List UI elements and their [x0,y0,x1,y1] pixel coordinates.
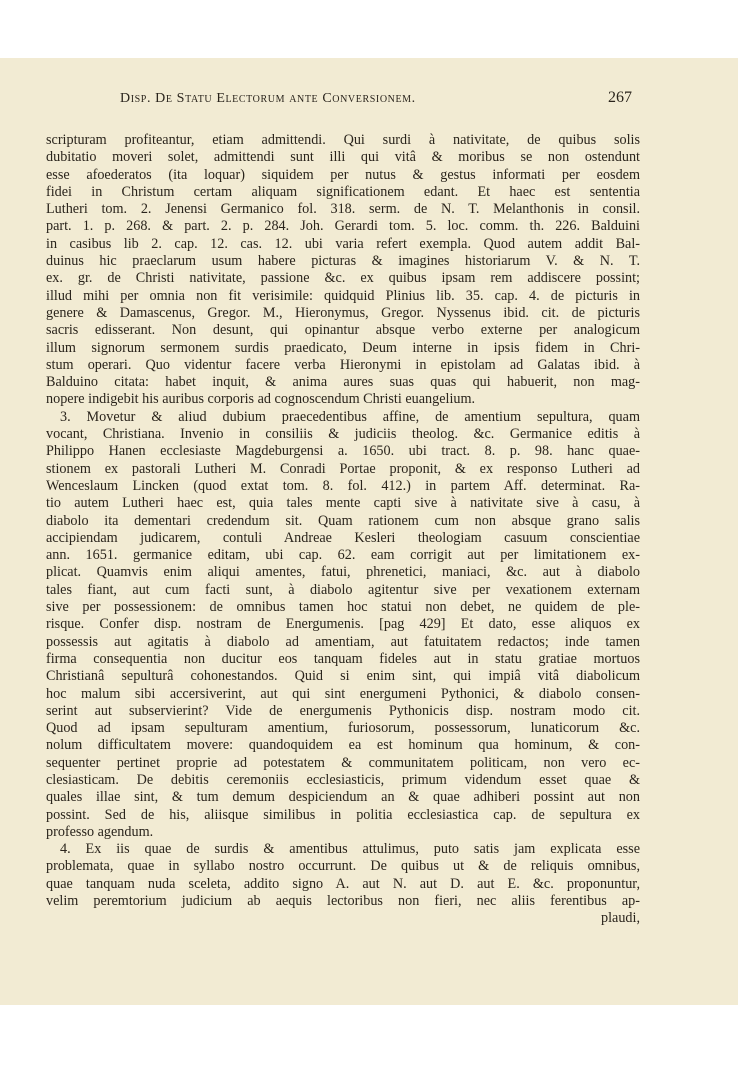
text-line: stionem ex pastorali Lutheri M. Conradi Portae proponit, & ex responso Lutheri ad [46,460,640,477]
text-line: Balduino citata: habet inquit, & anima aures suas quas qui habuerit, non mag- [46,374,640,391]
text-line: tales fiant, aut cum facti sunt, à diabolo agitentur sive per vexationem externam [46,581,640,598]
text-line: dubitatio moveri solet, admittendi sunt illi qui vitâ & moribus se non ostendunt [46,149,640,166]
text-line: sacris edisserant. Non desunt, qui opinantur absque verbo externe per analogicum [46,322,640,339]
text-line: plicat. Quamvis enim aliqui amentes, fatui, phrenetici, maniaci, &c. aut à diabolo [46,564,640,581]
text-line: ex. gr. de Christi nativitate, passione &c. ex quibus ipsam rem addiscere possint; [46,270,640,287]
text-line: diabolo ita dementari credendum sit. Quam rationem cum non absque grano salis [46,512,640,529]
paragraph-3-start: 3. Movetur & aliud dubium praecedentibus affine, de amentium sepultura, quam [60,408,640,425]
text-line: quae tanquam nuda sceleta, addito signo A. aut N. aut D. aut E. &c. proponuntur, [46,875,640,892]
text-line: accipiendam judicarem, contuli Andreae Kesleri theologiam casuum conscientiae [46,529,640,546]
text-line: nolum difficultatem movere: quandoquidem ea est hominum qua hominum, & con- [46,737,640,754]
text-line: nopere indigebit his auribus corporis ad cognoscendum Christi euangelium. [46,391,476,408]
text-line: scripturam profiteantur, etiam admittendi. Qui surdi à nativitate, de quibus solis [46,132,640,148]
text-line: serint aut subservierint? Vide de energumenis Pythonicis disp. nostram modo cit. [46,702,640,719]
text-line: Christianâ sepulturâ cohonestandos. Quid si enim sint, qui impiâ vitâ diabolicum [46,668,640,685]
page-header [0,91,738,111]
text-line: esse afoederatos (ita loquar) siquidem per nutus & gestus informati per eosdem [46,166,640,183]
text-line: possint. Sed de his, aliisque similibus in politia ecclesiastica cap. de sepultura ex [46,806,640,823]
book-page [0,58,738,1005]
text-line: genere & Damascenus, Gregor. M., Hieronymus, Gregor. Nyssenus ibid. cit. de picturis [46,304,640,321]
text-line: illud mihi per omnia non fit verisimile: quidquid Plinius lib. 35. cap. 4. de picturis in [46,287,640,304]
body-text [46,132,640,928]
text-line: clesiasticam. De debitis ceremoniis ecclesiasticis, primum videndum esset quae & [46,771,640,788]
page-number: 267 [608,89,632,106]
text-line: Lutheri tom. 2. Jenensi Germanico fol. 318. serm. de N. T. Melanthonis in consil. [46,201,640,218]
text-line: Philippo Hanen ecclesiaste Magdeburgensi a. 1650. ubi tract. 8. p. 98. hanc quae- [46,443,640,460]
text-line: professo agendum. [46,823,154,840]
running-title: Disp. De Statu Electorum ante Conversionem. [120,91,416,106]
text-line: Wenceslaum Lincken (quod extat tom. 8. fol. 412.) in partem Aff. determinat. Ra- [46,477,640,494]
text-line: quales illae sint, & tum demum despiciendum an & quae adhiberi possint aut non [46,789,640,806]
text-line: problemata, quae in syllabo nostro occurrunt. De quibus ut & de reliquis omnibus, [46,858,640,875]
text-line: duinus hic praeclarum usum habere picturas & imagines historiarum V. & N. T. [46,253,640,270]
text-line: possessis aut agitatis à diabolo ad amentiam, aut fatuitatem redactos; inde tamen [46,633,640,650]
paragraph-4-start: 4. Ex iis quae de surdis & amentibus attulimus, puto satis jam explicata esse [60,841,640,858]
text-line: in casibus lib 2. cap. 12. cas. 12. ubi varia refert exempla. Quod autem addit Bal- [46,235,640,252]
text-line: velim peremtorium judicium ab aequis lectoribus non fieri, nec aliis ferentibus ap- [46,893,640,910]
text-line: ann. 1651. germanice editam, ubi cap. 62. eam corrigit aut per limitationem ex- [46,547,640,564]
text-line: firma consequentia non ducitur eos tanquam fideles aut in statu gratiae mortuos [46,650,640,667]
text-line: sive per possessionem: de omnibus tamen hoc statui non debet, ne quidem de ple- [46,599,640,616]
text-line: risque. Confer disp. nostram de Energumenis. [pag 429] Et dato, esse aliquos ex [46,616,640,633]
text-line: tio autem Lutheri haec est, quia tales mente capti sive à nativitate sive à casu, à [46,495,640,512]
text-line: stum operari. Quo videntur facere verba Hieronymi in epistolam ad Galatas ibid. à [46,356,640,373]
text-line: sequenter pertinet proprie ad potestatem & communitatem politicam, non vero ec- [46,754,640,771]
text-line: hoc malum sibi accersiverint, aut qui sint energumeni Pythonici, & diabolo consen- [46,685,640,702]
text-line: Quod ad ipsam sepulturam amentium, furiosorum, possessorum, lunaticorum &c. [46,720,640,737]
text-line: fidei in Christum certam aliquam significationem edant. Et haec est sententia [46,183,640,200]
text-line: part. 1. p. 268. & part. 2. p. 284. Joh. Gerardi tom. 5. loc. comm. th. 226. Balduini [46,218,640,235]
text-line: illum signorum sermonem surdis praedicato, Deum interne in ipsis fidem in Chri- [46,339,640,356]
catchword-line: plaudi, [600,910,640,927]
text-line: vocant, Christiana. Invenio in consiliis & judiciis theolog. &c. Germanice editis à [46,426,640,443]
